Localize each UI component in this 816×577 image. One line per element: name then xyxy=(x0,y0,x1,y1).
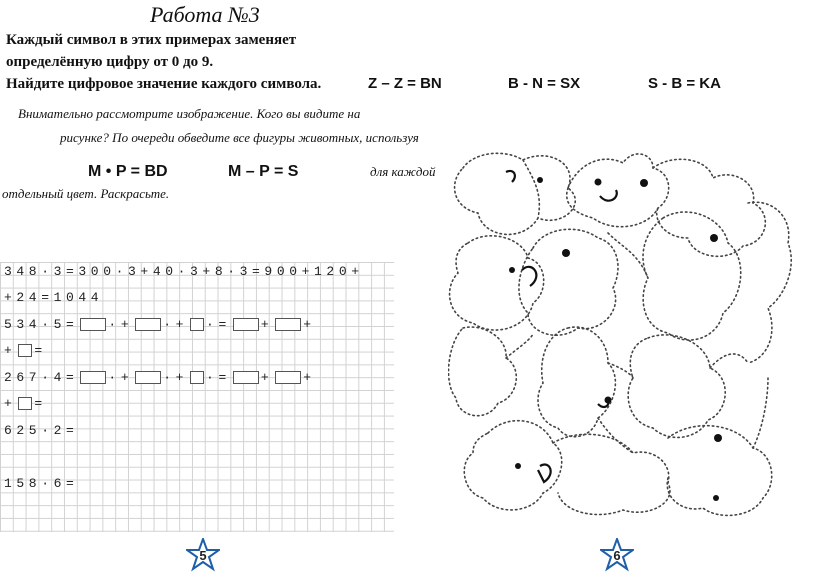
dot-sign: · xyxy=(108,317,121,332)
task-line-1: Внимательно рассмотрите изображение. Кого вы видите на xyxy=(18,106,361,121)
eye-mark xyxy=(710,234,718,242)
equals-sign: = xyxy=(34,343,47,358)
eye-mark xyxy=(562,249,570,257)
answer-box[interactable] xyxy=(135,371,161,384)
equals-sign: = xyxy=(34,396,47,411)
row5-expression: 267·4= xyxy=(4,370,79,385)
worksheet-row-5 xyxy=(4,371,316,385)
eye-mark xyxy=(640,179,648,187)
task-line-3-fragment: для каждой xyxy=(370,164,436,179)
outline-top-left xyxy=(455,153,576,234)
worksheet-row-7: 625·2= xyxy=(4,423,79,438)
dot-sign: · xyxy=(206,370,219,385)
outline-top-middle xyxy=(567,154,669,227)
outline-mid-lower-left xyxy=(449,327,517,416)
answer-box[interactable] xyxy=(80,371,106,384)
outline-top-right xyxy=(653,159,765,256)
mouth-mark xyxy=(600,190,617,201)
worksheet-row-1: 348·3=300·3+40·3+8·3=900+120+ xyxy=(4,264,364,279)
worksheet-grid xyxy=(0,262,394,532)
dot-sign: · xyxy=(163,317,176,332)
answer-box[interactable] xyxy=(275,318,301,331)
mouth-mark xyxy=(522,267,536,286)
answer-box[interactable] xyxy=(233,371,259,384)
outline-right xyxy=(643,212,741,340)
page-number-right xyxy=(600,538,634,572)
task-line-2: рисунке? По очереди обведите все фигуры животных, используя xyxy=(60,130,419,145)
plus-sign: + xyxy=(4,343,17,358)
outline-far-right xyxy=(748,202,791,363)
dot-sign: · xyxy=(108,370,121,385)
worksheet-row-3 xyxy=(4,318,316,332)
outline-mid-left xyxy=(450,236,544,330)
plus-sign: + xyxy=(260,317,274,332)
equation-m-p-mult: M • P = BD xyxy=(88,163,168,180)
outline-center-body xyxy=(538,327,615,437)
plus-sign: + xyxy=(260,370,274,385)
equation-b-n: B - N = SX xyxy=(508,75,581,92)
eye-marks xyxy=(509,177,722,501)
worksheet-row-2: +24=1044 xyxy=(4,290,104,305)
plus-sign: + xyxy=(303,317,316,332)
dot-sign: · xyxy=(206,317,219,332)
instruction-line-3: Найдите цифровое значение каждого символа. xyxy=(6,76,322,92)
answer-box[interactable] xyxy=(190,371,204,384)
eye-mark xyxy=(714,434,722,442)
plus-sign: + xyxy=(303,370,316,385)
answer-box[interactable] xyxy=(275,371,301,384)
instruction-line-1: Каждый символ в этих примерах заменяет xyxy=(6,32,297,48)
eye-mark xyxy=(509,267,515,273)
eye-mark xyxy=(713,495,719,501)
plus-sign: + xyxy=(175,317,189,332)
plus-sign: + xyxy=(175,370,189,385)
page-number-left-label: 5 xyxy=(199,548,207,563)
page-number-right-label: 6 xyxy=(613,548,621,563)
equals-sign: = xyxy=(218,317,231,332)
answer-box[interactable] xyxy=(80,318,106,331)
mouth-mark xyxy=(538,465,551,482)
equation-s-b: S - B = KA xyxy=(648,75,721,92)
worksheet-row-6 xyxy=(4,397,47,411)
page-number-left xyxy=(186,538,220,572)
plus-sign: + xyxy=(4,396,17,411)
answer-box[interactable] xyxy=(190,318,204,331)
eye-mark xyxy=(537,177,543,183)
outline-bottom-middle xyxy=(553,434,670,514)
answer-box[interactable] xyxy=(18,397,32,410)
answer-box[interactable] xyxy=(233,318,259,331)
animal-outline-picture xyxy=(448,148,800,526)
equation-m-p-minus: M – P = S xyxy=(228,163,299,180)
plus-sign: + xyxy=(120,370,134,385)
answer-box[interactable] xyxy=(135,318,161,331)
plus-sign: + xyxy=(120,317,134,332)
eye-mark xyxy=(515,463,521,469)
equals-sign: = xyxy=(218,370,231,385)
row3-expression: 534·5= xyxy=(4,317,79,332)
instruction-line-2: определённую цифру от 0 до 9. xyxy=(6,54,214,70)
worksheet-row-4 xyxy=(4,344,47,358)
answer-box[interactable] xyxy=(18,344,32,357)
task-line-4: отдельный цвет. Раскрасьте. xyxy=(2,186,170,201)
outline-right-middle xyxy=(628,335,725,438)
dot-sign: · xyxy=(163,370,176,385)
equation-z-z: Z – Z = BN xyxy=(368,75,442,92)
eye-mark xyxy=(595,179,602,186)
mouth-mark xyxy=(506,171,515,182)
page-title: Работа №3 xyxy=(150,2,260,27)
worksheet-row-8: 158·6= xyxy=(4,476,79,491)
